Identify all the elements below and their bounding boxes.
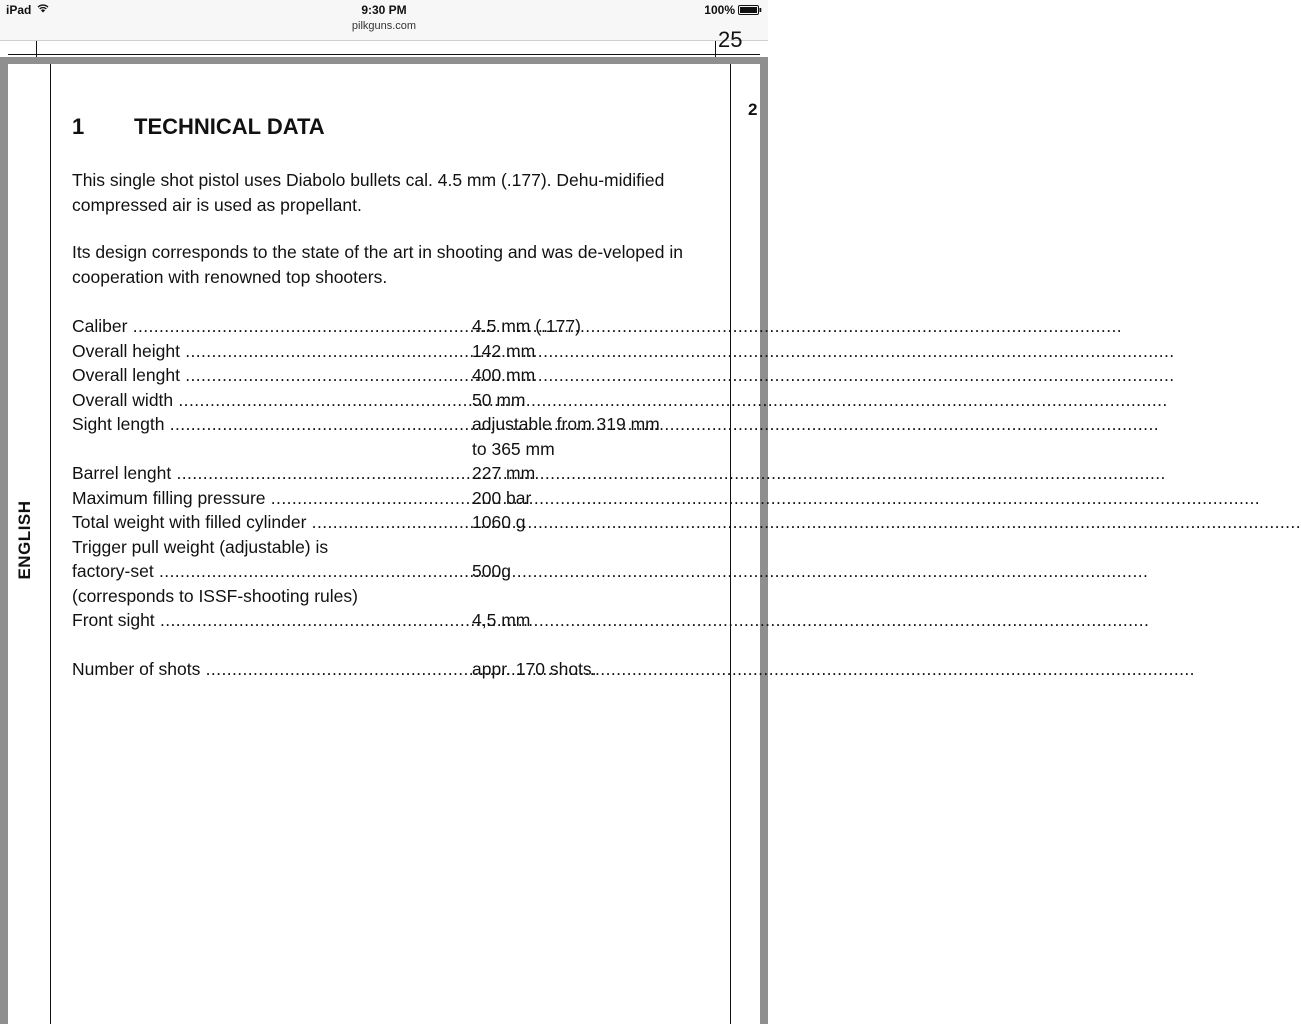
previous-page-remnant — [8, 27, 760, 57]
spec-row — [72, 339, 712, 364]
spec-label: Overall width ..... — [72, 388, 472, 413]
spec-value: 1060 g — [472, 512, 526, 532]
page-gutter — [0, 57, 8, 1024]
spec-row — [72, 461, 712, 486]
spec-value: 500g — [472, 561, 511, 581]
page-number: 2 — [748, 100, 758, 119]
spec-label: Maximum filling pressure ..... — [72, 486, 472, 511]
spec-label: Number of shots ..... — [72, 657, 472, 682]
url-address[interactable]: pilkguns.com — [351, 20, 417, 32]
spec-row — [72, 608, 712, 633]
device-name: iPad — [6, 3, 32, 17]
spec-value: 50 mm — [472, 389, 526, 410]
spec-value: 4,5 mm — [472, 610, 531, 630]
spec-label: Barrel lenght ..... — [72, 461, 472, 486]
spec-row — [72, 363, 712, 388]
spec-label: Overall lenght ..... — [72, 363, 472, 388]
spec-table — [72, 314, 712, 681]
page-gutter — [0, 57, 768, 64]
spec-value: 227 mm — [472, 463, 536, 483]
battery-percent: 100% — [704, 3, 735, 17]
language-label: ENGLISH — [15, 500, 34, 580]
spec-label: Front sight ..... — [72, 608, 472, 633]
spec-value: appr. 170 shots. — [472, 658, 597, 679]
spec-value: 200 bar — [472, 487, 532, 508]
spec-value: 400 mm — [472, 365, 536, 385]
spec-row — [72, 486, 712, 511]
clock: 9:30 PM — [361, 3, 407, 17]
document-page[interactable] — [8, 64, 760, 1024]
margin-rule — [50, 64, 51, 1024]
spec-label: Caliber ..... — [72, 314, 472, 339]
spec-value: 4.5 mm (.177) — [472, 316, 581, 336]
spec-row — [72, 412, 712, 461]
spec-label: factory-set ..... — [72, 559, 472, 584]
spec-label: Overall height ..... — [72, 339, 472, 364]
spec-label: Total weight with filled cylinder ..... — [72, 510, 472, 535]
status-bar — [0, 0, 768, 41]
section-number: 1 — [72, 114, 85, 139]
intro-paragraph: This single shot pistol uses Diabolo bullets cal. 4.5 mm (.177). Dehu-midified compressed air is used as propellant. — [72, 170, 665, 215]
spec-label: Sight length ..... — [72, 412, 472, 437]
spec-row — [72, 559, 712, 584]
spec-value: 142 mm — [472, 340, 536, 361]
spec-row — [72, 657, 712, 682]
spec-value: adjustable from 319 mm to 365 mm — [472, 414, 660, 459]
trigger-intro: Trigger pull weight (adjustable) is — [72, 536, 329, 557]
previous-page-bottom-line — [8, 54, 760, 55]
spec-row — [72, 314, 712, 339]
spec-row — [72, 510, 712, 535]
spacer — [72, 633, 712, 657]
section-heading — [72, 114, 325, 140]
margin-rule — [730, 64, 731, 1024]
previous-page-number: 25 — [718, 27, 743, 52]
section-title: TECHNICAL DATA — [134, 114, 325, 139]
page-gutter — [760, 57, 768, 1024]
spec-row — [72, 388, 712, 413]
design-paragraph: Its design corresponds to the state of the art in shooting and was de-veloped in cooperation with renowned top shooters. — [72, 242, 683, 287]
trigger-note: (corresponds to ISSF-shooting rules) — [72, 585, 358, 606]
battery-icon — [738, 5, 762, 15]
